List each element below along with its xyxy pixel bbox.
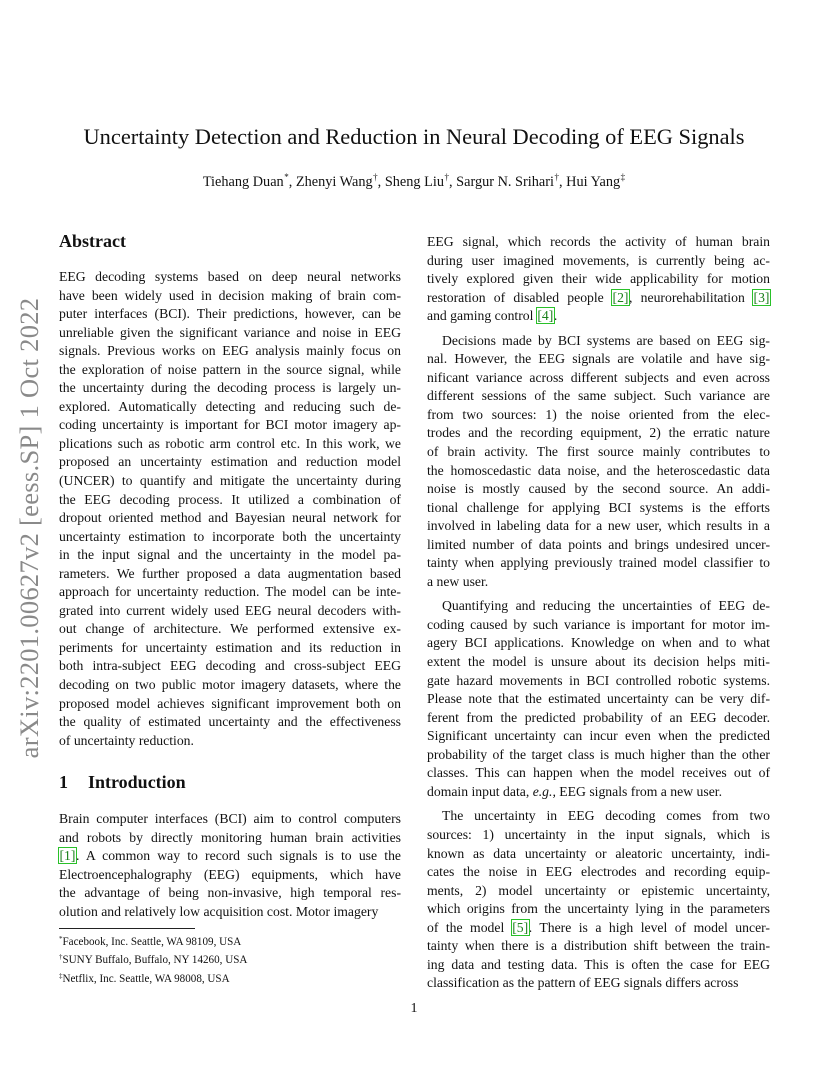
section-number: 1 [59,772,68,792]
introduction-heading [59,772,186,793]
intro-line: Brain computer interfaces (BCI) aim to control computers [59,811,401,826]
right-p2-line: Decisions made by BCI systems are based on EEG sig- [442,332,770,348]
abstract-line: grated into current widely used EEG neural decoders with- [59,602,401,618]
right-p4-line: known as data uncertainty or aleatoric uncertainty, indi- [427,845,770,861]
intro-line: Electroencephalography (EEG) equipments, which have [59,866,401,882]
intro-line: and robots by directly monitoring human brain activities [59,829,401,845]
abstract-line: the exploration of noise pattern in the source signal, while [59,361,401,377]
abstract-line: in the input signal and the uncertainty in the model pa- [59,547,401,563]
arxiv-identifier: arXiv:2201.00627v2 [eess.SP] 1 Oct 2022 [14,297,44,759]
right-p2-line: tainty when applying previously trained model classifier to [427,555,770,571]
abstract-line: decoding on two public motor imagery datasets, where the [59,677,401,693]
abstract-line: proposed model achieves significant improvement both on [59,695,401,711]
footnote [59,969,247,987]
right-p3-line: probability of the target class is much higher than the other [427,746,770,762]
italic-text: e.g., [532,783,556,799]
affiliation-mark: * [284,172,289,182]
right-p2-line: a new user. [427,573,489,589]
right-p3-line: gate hazard movements in BCI controlled robotic systems. [427,672,770,688]
abstract-line: unreliable given the significant variance and noise in EEG [59,324,401,340]
citation-link[interactable]: [5] [512,919,529,935]
intro-line: the advantage of being non-invasive, high temporal res- [59,885,401,901]
affiliation-mark: † [373,172,378,182]
abstract-line: periments for uncertainty estimation and its reduction in [59,639,401,655]
right-p4-line: ing data and testing data. This is often the case for EEG [427,956,770,972]
abstract-line: proposed an uncertainty estimation and reduction model [59,454,401,470]
citation-link[interactable]: [2] [612,289,629,305]
right-p3-line: ferent from the predicted probability of an EEG decoder. [427,709,770,725]
abstract-line: signals. Previous works on EEG analysis mainly focus on [59,343,401,359]
right-p4-line: ments, 2) model uncertainty or epistemic uncertainty, [427,882,770,898]
right-p4-line: tainty when there is a distribution shift between the train- [427,938,770,954]
right-paragraph-4 [427,807,770,992]
author-name: Sargur N. Srihari [456,174,554,190]
introduction-body [59,810,401,921]
abstract-line: the uncertainty during the decoding process is largely un- [59,380,401,396]
abstract-line: EEG decoding systems based on deep neural networks [59,269,401,284]
right-p1-line: tively explored given their wide applicability for motion [427,271,770,287]
right-p3-line: Quantifying and reducing the uncertainties of EEG de- [442,598,770,614]
right-paragraph-2 [427,332,770,592]
affiliation-mark: † [554,172,559,182]
right-p4-line: which origins from the uncertainty lying in the parameters [427,901,770,917]
right-p3-line: agery BCI applications. Knowledge on when and to what [427,635,770,651]
citation-link[interactable]: [3] [753,289,770,305]
right-p2-line: tional challenge for applying BCI systems is the efforts [427,499,770,515]
abstract-line: plications such as robotic arm control etc. In this work, we [59,435,401,451]
abstract-heading: Abstract [59,231,126,251]
right-p2-line: trodes and the recording equipment, 2) the erratic nature [427,425,770,441]
right-p2-line: nificant variance across different subjects and even across [427,369,770,385]
right-p2-line: from two sources: 1) the noise oriented from the elec- [427,406,770,422]
abstract-line: coding uncertainty is important for BCI motor imagery ap- [59,417,401,433]
abstract-paragraph [59,268,401,750]
author-list: Tiehang Duan*, Zhenyi Wang†, Sheng Liu†, Sargur N. Srihari†, Hui Yang‡ [202,172,626,190]
abstract-line: uncertainty estimation to incorporate both the uncertainty [59,528,401,544]
right-p1-line: restoration of disabled people [2], neurorehabilitation [3] [427,289,770,305]
right-p2-line: of brain activity. The first source mainly contributes to [427,444,770,460]
right-p4-line: The uncertainty in EEG decoding comes from two [442,808,770,824]
section-title: Introduction [88,772,186,792]
right-p3-line: Please note that the estimated uncertainty can be very dif- [427,691,770,707]
right-p2-line: the homoscedastic data noise, and the heteroscedastic data [427,462,770,478]
right-paragraph-3 [427,597,770,801]
right-p1-line: EEG signal, which records the activity of human brain [427,234,770,249]
intro-line: [1]. A common way to record such signals is to use the [59,848,401,864]
right-p1-line: and gaming control [4]. [427,308,558,324]
intro-line: olution and relatively low acquisition cost. Motor imagery [59,903,379,919]
right-paragraph-1 [427,233,770,326]
affiliation-mark: ‡ [620,172,626,182]
right-p2-line: noise is mostly caused by the second source. An addi- [427,481,770,497]
footnote-mark: ‡ [59,971,63,980]
footnote-rule [59,928,195,929]
right-p2-line: limited number of data points and brings undesired uncer- [427,536,770,552]
abstract-line: out change of architecture. We performed extensive ex- [59,621,401,637]
intro-paragraph-1 [59,810,401,921]
citation-link[interactable]: [1] [59,848,76,864]
right-p3-line: domain input data, e.g., EEG signals from a new user. [427,783,722,799]
footnote-text: SUNY Buffalo, Buffalo, NY 14260, USA [62,954,248,967]
page-number: 1 [410,1001,418,1016]
citation-link[interactable]: [4] [537,308,554,324]
abstract-line: approach for uncertainty reduction. The model can be inte- [59,584,401,600]
abstract-line: the quality of estimated uncertainty and the effectiveness [59,714,401,730]
footnote-text: Netflix, Inc. Seattle, WA 98008, USA [62,972,230,985]
right-p2-line: involved in labeling data for a new user, which results in a [427,518,770,534]
right-p1-line: during user imagined movements, is currently being ac- [427,252,770,268]
abstract-line: explored. Automatically detecting and reducing such de- [59,398,401,414]
right-p4-line: of the model [5]. There is a high level of model uncer- [427,919,770,935]
footnote [59,932,247,950]
footnote-mark: * [59,935,63,943]
abstract-line: rameters. We further proposed a data augmentation based [59,565,401,581]
right-p3-line: classes. This can happen when the model receives out of [427,765,770,781]
right-p3-line: extent the model is unsure about its decision helps miti- [427,654,770,670]
right-p2-line: different sessions of the same subject. Such variance are [427,388,770,404]
author-name: Sheng Liu [384,174,444,190]
affiliation-mark: † [444,172,449,182]
right-p4-line: cates the noise in EEG electrodes and recording equip- [427,864,770,880]
abstract-line: dropout oriented method and Bayesian neural network for [59,510,401,526]
abstract-line: both intra-subject EEG decoding and cross-subject EEG [59,658,401,674]
footnotes [59,932,247,987]
abstract-line: the EEG decoding process. It utilized a combination of [59,491,401,507]
right-p4-line: classification as the pattern of EEG signals differs across [427,975,739,991]
right-p2-line: nal. However, the EEG signals are volatile and have sig- [427,351,770,367]
abstract-line: have been widely used in decision making of brain com- [59,287,401,303]
abstract-line: (UNCER) to quantify and mitigate the uncertainty during [59,473,401,489]
author-name: Tiehang Duan [202,174,284,190]
paper-title: Uncertainty Detection and Reduction in Neural Decoding of EEG Signals [83,124,745,149]
right-column [427,233,770,993]
footnote-text: Facebook, Inc. Seattle, WA 98109, USA [62,936,242,948]
author-name: Zhenyi Wang [295,174,373,190]
abstract-line: of uncertainty reduction. [59,732,194,748]
footnote [59,950,247,968]
right-p4-line: sources: 1) uncertainty in the input signals, which is [427,826,770,842]
abstract-body [59,268,401,750]
right-p3-line: Significant uncertainty can incur even when the predicted [427,728,770,744]
author-name: Hui Yang [566,174,621,190]
abstract-line: puter interfaces (BCI). Their predictions, however, can be [59,306,401,322]
footnote-mark: † [59,953,63,962]
right-p3-line: coding caused by such variance is important for motor im- [427,616,770,632]
